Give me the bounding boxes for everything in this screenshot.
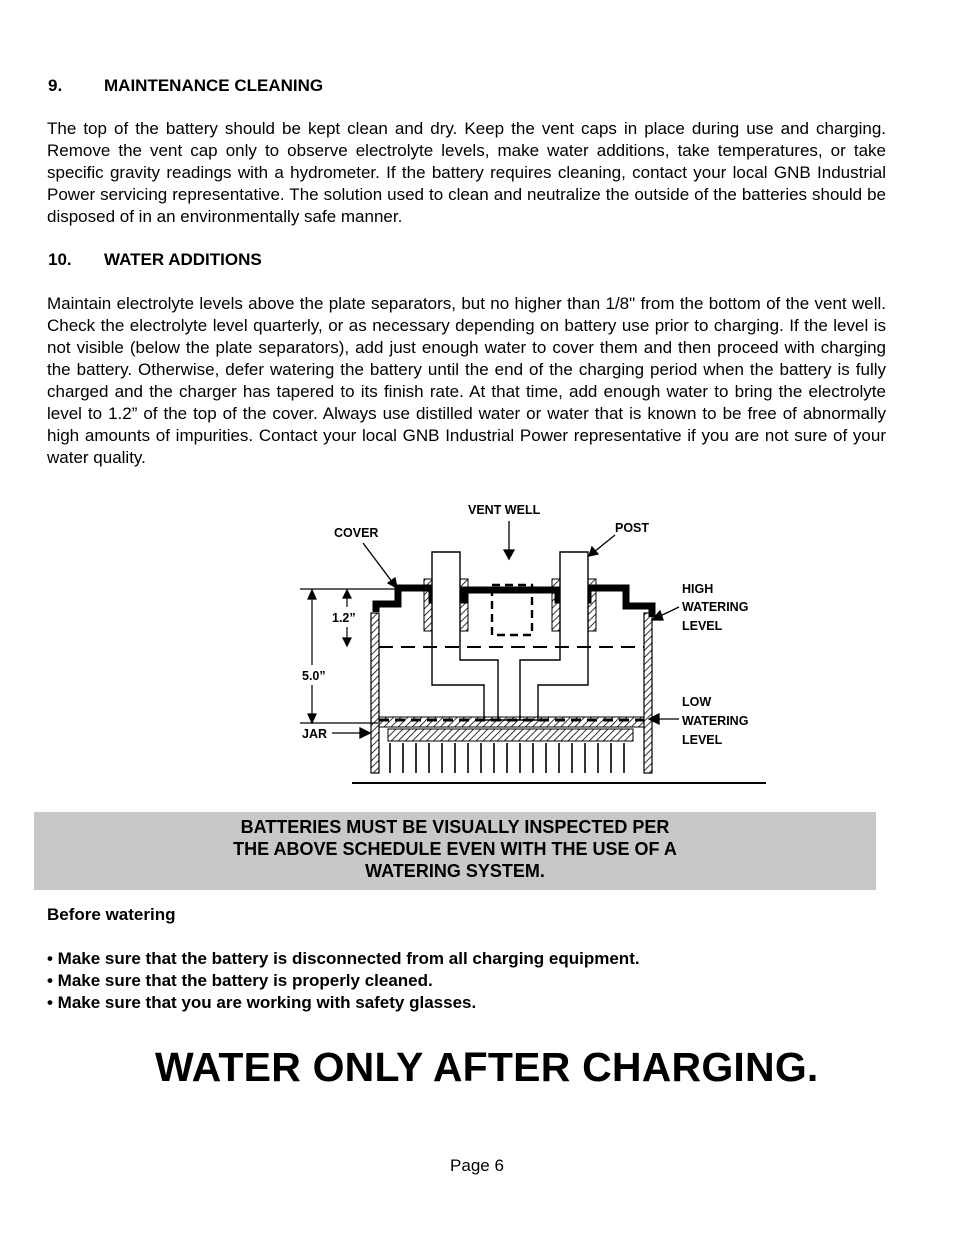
label-vent-well: VENT WELL	[468, 503, 541, 517]
label-jar: JAR	[302, 727, 328, 741]
post-seal-left-inner	[460, 579, 468, 631]
dimension-lines	[300, 589, 395, 723]
before-watering-list	[47, 948, 640, 1014]
jar-wall-right	[644, 613, 652, 773]
jar-wall-left	[371, 613, 379, 773]
section-title: MAINTENANCE CLEANING	[104, 76, 324, 95]
label-low-level: LEVEL	[682, 733, 723, 747]
section-title: WATER ADDITIONS	[104, 250, 262, 269]
label-high-watering: WATERING	[682, 600, 749, 614]
before-watering-heading: Before watering	[47, 905, 176, 924]
section-number: 9.	[48, 76, 63, 95]
list-item: • Make sure that the battery is properly cleaned.	[47, 971, 433, 990]
label-low: LOW	[682, 695, 712, 709]
label-high: HIGH	[682, 582, 714, 596]
battery-cell-diagram	[290, 495, 770, 790]
list-item: • Make sure that you are working with safety glasses.	[47, 993, 477, 1012]
label-dimension-5-0: 5.0”	[302, 669, 326, 683]
label-low-watering: WATERING	[682, 714, 749, 728]
post-seal-right-inner	[552, 579, 560, 631]
post-seal-right-outer	[588, 579, 596, 631]
post-seal-left-outer	[424, 579, 432, 631]
banner-line-2: THE ABOVE SCHEDULE EVEN WITH THE USE OF A	[233, 839, 677, 859]
label-cover: COVER	[334, 526, 379, 540]
maintenance-paragraph: The top of the battery should be kept clean and dry. Keep the vent caps in place during use and charging. Remove the vent cap only to observe electrolyte levels, make water additions, take temperatures, or take specific gravity readings with a hydrometer. If the battery requires cleaning, contact your local GNB Industrial Power servicing representative. The solution used to clean and neutralize the outside of the batteries should be disposed of in an environmentally safe manner.	[47, 119, 886, 226]
plate-top	[388, 729, 633, 741]
section-heading-maintenance	[48, 76, 323, 96]
label-high-level: LEVEL	[682, 619, 723, 633]
inspection-warning-banner	[34, 812, 876, 890]
label-arrows	[332, 521, 679, 738]
banner-line-1: BATTERIES MUST BE VISUALLY INSPECTED PER	[240, 817, 670, 837]
battery-cover	[376, 588, 652, 617]
label-post: POST	[615, 521, 650, 535]
page-number: Page 6	[450, 1156, 504, 1175]
section-heading-water	[48, 250, 262, 270]
section-number: 10.	[48, 250, 72, 269]
water-only-after-charging-headline: WATER ONLY AFTER CHARGING.	[155, 1044, 819, 1090]
label-dimension-1-2: 1.2”	[332, 611, 356, 625]
battery-plates	[390, 743, 624, 773]
list-item: • Make sure that the battery is disconnected from all charging equipment.	[47, 949, 640, 968]
banner-line-3: WATERING SYSTEM.	[365, 861, 545, 881]
water-additions-paragraph: Maintain electrolyte levels above the plate separators, but no higher than 1/8" from the bottom of the vent well. Check the electrolyte level quarterly, or as necessary depending on battery use prior to charging. If the level is not visible (below the plate separators), add just enough water to cover them and then proceed with charging the battery. Otherwise, defer watering the battery until the end of the charging period when the battery is fully charged and the charger has tapered to its finish rate. At that time, add enough water to bring the electrolyte level to 1.2” of the top of the cover. Always use distilled water or water that is known to be free of abnormally high amounts of impurities. Contact your local GNB Industrial Power representative if you are not sure of your water quality.	[47, 294, 886, 467]
